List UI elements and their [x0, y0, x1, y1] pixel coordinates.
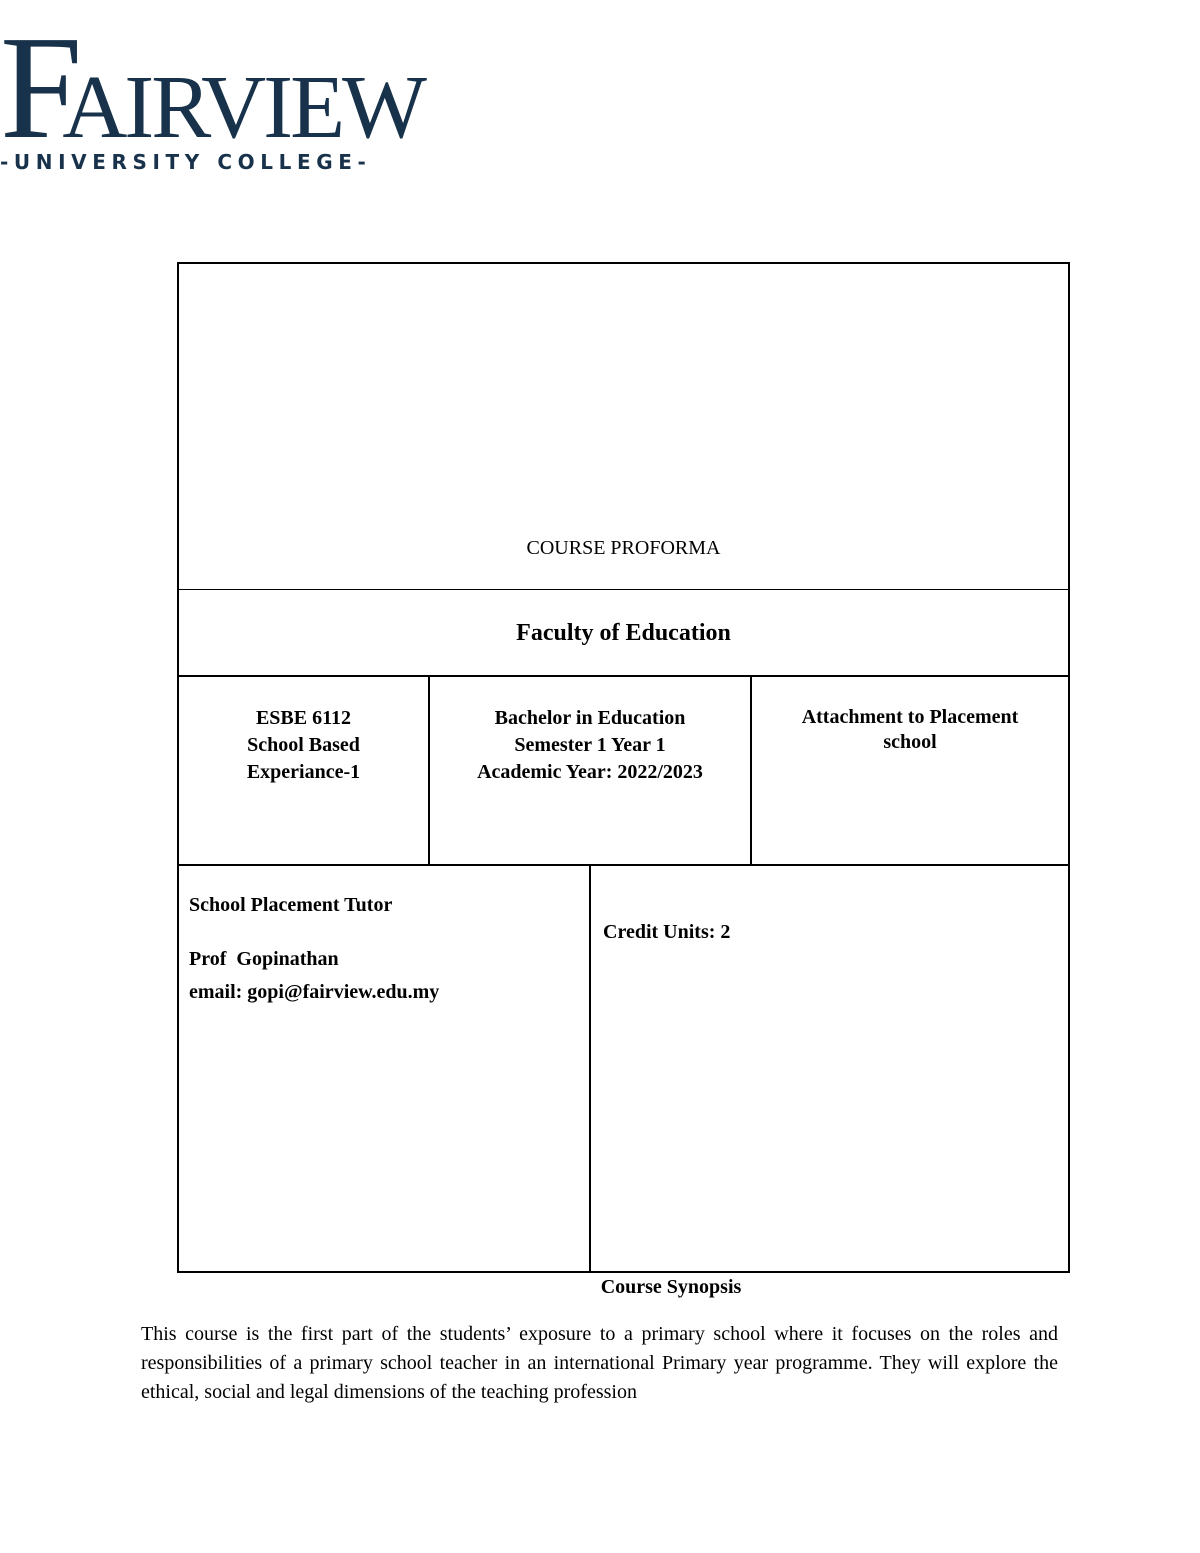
tutor-name: Prof Gopinathan: [189, 948, 339, 970]
synopsis-body: This course is the first part of the students’ exposure to a primary school where it focuses on the roles and responsibilities of a primary school teacher in an international Primary year programme. They will explore the ethical, social and legal dimensions of the teaching profession: [141, 1323, 1058, 1403]
course-code-cell: [179, 677, 430, 864]
logo-wordmark: [0, 6, 424, 170]
proforma-title: COURSE PROFORMA: [526, 537, 721, 559]
attachment-cell: [752, 677, 1068, 864]
academic-year: Academic Year: 2022/2023: [477, 761, 703, 783]
course-code: ESBE 6112: [255, 707, 352, 729]
tutor-label: School Placement Tutor: [189, 894, 393, 916]
attachment-line2: school: [883, 731, 937, 753]
course-proforma-table: [177, 262, 1070, 1273]
synopsis-heading: Course Synopsis: [600, 1276, 742, 1298]
tutor-email: email: gopi@fairview.edu.my: [189, 981, 440, 1003]
logo-name-rest: AIRVIEW: [62, 58, 424, 157]
credit-cell: [593, 866, 1068, 1271]
tutor-cell: [179, 866, 591, 1271]
course-name-line1: School Based: [247, 734, 360, 756]
logo-subtitle: -UNIVERSITY COLLEGE-: [0, 150, 372, 174]
faculty-name: Faculty of Education: [516, 620, 731, 646]
logo-initial: F: [0, 6, 79, 170]
attachment-line1: Attachment to Placement: [801, 706, 1019, 728]
title-row: [179, 264, 1068, 590]
course-name-line2: Experiance-1: [246, 761, 361, 783]
fairview-logo: [0, 6, 424, 184]
credit-units: Credit Units: 2: [603, 921, 731, 943]
faculty-row: [179, 590, 1068, 677]
program-cell: [430, 677, 752, 864]
program-name: Bachelor in Education: [494, 707, 686, 729]
course-info-row: [179, 677, 1068, 866]
details-row: [179, 866, 1068, 1271]
semester: Semester 1 Year 1: [514, 734, 666, 756]
